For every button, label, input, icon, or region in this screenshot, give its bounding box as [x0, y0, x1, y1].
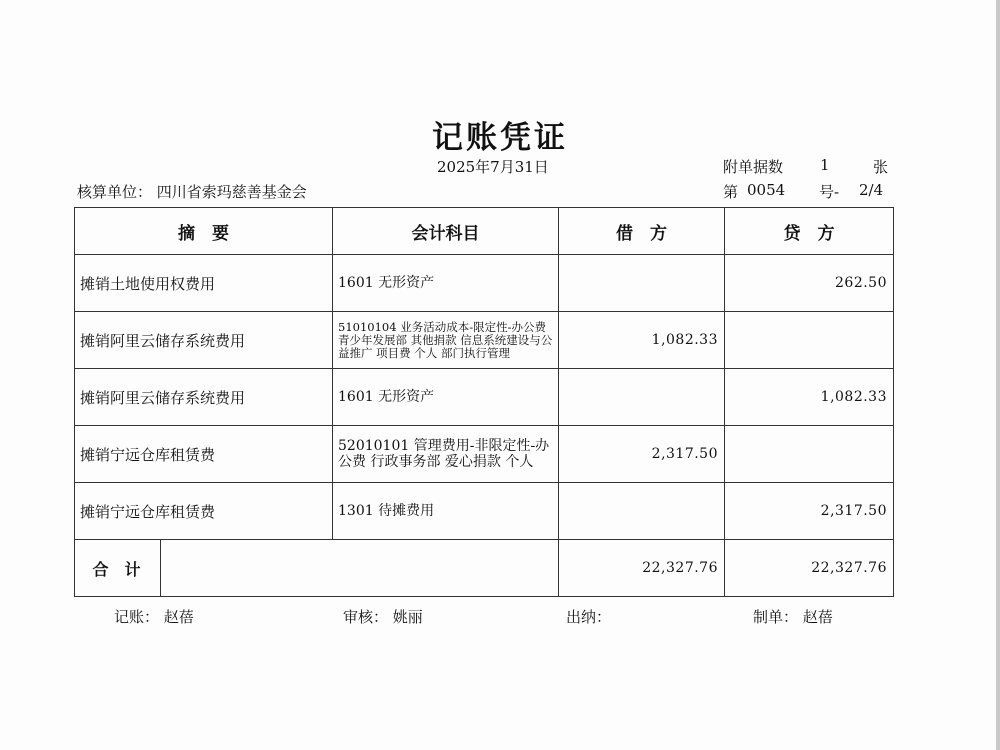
header-summary: 摘 要 [75, 208, 333, 255]
total-credit: 22,327.76 [725, 540, 894, 597]
attachment-label: 附单据数 [723, 158, 784, 176]
row-summary: 摊销阿里云储存系统费用 [75, 369, 333, 426]
table-row [75, 483, 894, 540]
voucher-prefix: 第 [723, 183, 739, 201]
cashier-signature: 出纳： [566, 608, 612, 626]
header-credit: 贷 方 [725, 208, 894, 255]
header-row [75, 208, 894, 255]
row-credit [725, 426, 894, 483]
row-debit [559, 369, 725, 426]
row-credit: 2,317.50 [725, 483, 894, 540]
row-account: 51010104 业务活动成本-限定性-办公费 青少年发展部 其他捐款 信息系统建设与公益推广 项目费 个人 部门执行管理 [333, 312, 559, 369]
reviewer-signature: 审核： 姚丽 [343, 608, 423, 626]
table-row [75, 426, 894, 483]
total-row [75, 540, 894, 597]
row-summary: 摊销土地使用权费用 [75, 255, 333, 312]
table-row [75, 255, 894, 312]
voucher-no: 0054 [747, 181, 786, 199]
table-row [75, 369, 894, 426]
row-debit: 2,317.50 [559, 426, 725, 483]
row-account: 1301 待摊费用 [333, 483, 559, 540]
header-account: 会计科目 [333, 208, 559, 255]
voucher-date: 2025年7月31日 [437, 158, 549, 176]
total-blank [161, 540, 559, 597]
row-summary: 摊销宁远仓库租赁费 [75, 483, 333, 540]
row-credit: 1,082.33 [725, 369, 894, 426]
row-summary: 摊销宁远仓库租赁费 [75, 426, 333, 483]
row-account: 52010101 管理费用-非限定性-办公费 行政事务部 爱心捐款 个人 [333, 426, 559, 483]
row-debit [559, 255, 725, 312]
total-label: 合计 [75, 540, 161, 597]
row-credit [725, 312, 894, 369]
voucher-suffix: 号- [819, 183, 840, 201]
voucher-page: 2/4 [859, 181, 884, 199]
voucher-table [74, 207, 894, 597]
row-credit: 262.50 [725, 255, 894, 312]
table-row [75, 312, 894, 369]
total-debit: 22,327.76 [559, 540, 725, 597]
row-account: 1601 无形资产 [333, 255, 559, 312]
row-summary: 摊销阿里云储存系统费用 [75, 312, 333, 369]
row-debit: 1,082.33 [559, 312, 725, 369]
bookkeeper-signature: 记账： 赵蓓 [114, 608, 194, 626]
attachment-number: 1 [820, 156, 830, 174]
row-account: 1601 无形资产 [333, 369, 559, 426]
header-debit: 借 方 [559, 208, 725, 255]
preparer-signature: 制单： 赵蓓 [753, 608, 833, 626]
accounting-unit: 核算单位： 四川省索玛慈善基金会 [77, 183, 307, 201]
row-debit [559, 483, 725, 540]
voucher-title: 记账凭证 [432, 120, 568, 156]
attachment-unit: 张 [873, 158, 889, 176]
